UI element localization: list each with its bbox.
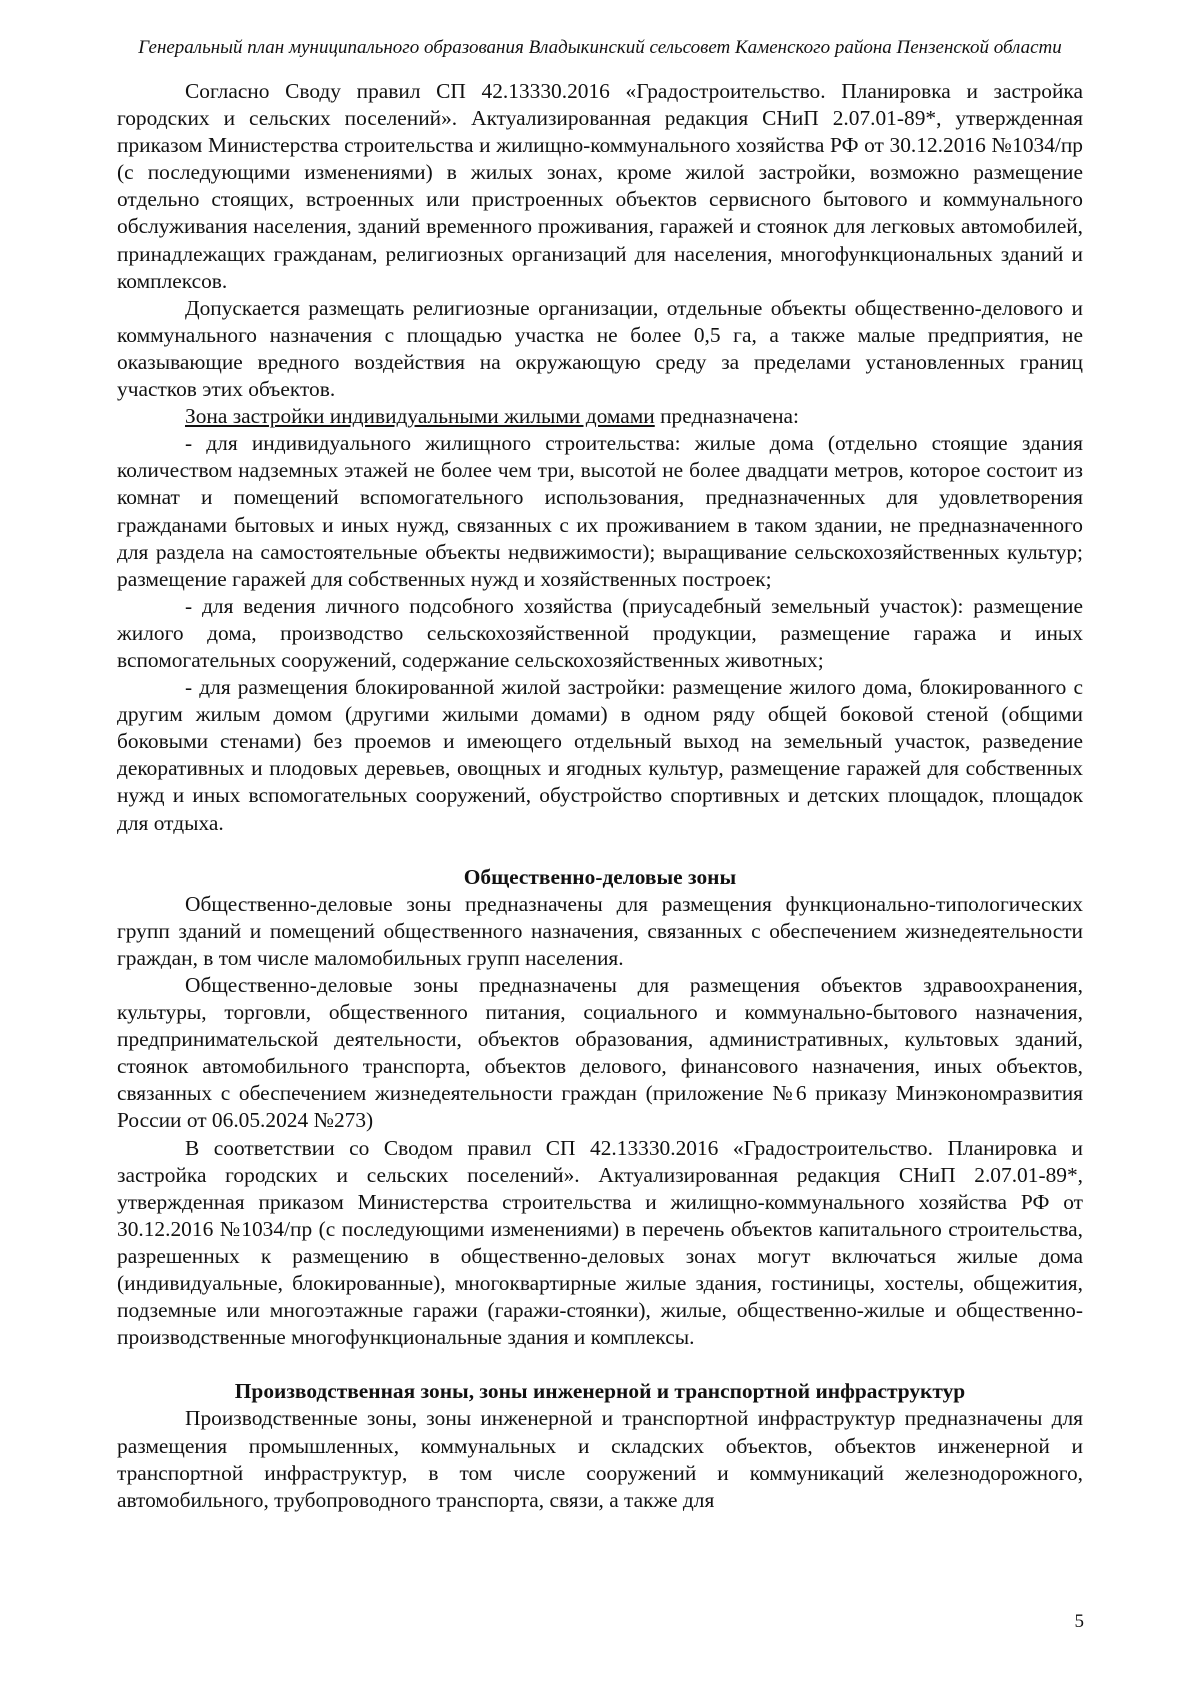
paragraph: Общественно-деловые зоны предназначены для размещения функционально-типологических групп зданий и помещений общественного назначения, связанных с обеспечением жизнедеятельности граждан, в том числе маломобильных групп населения. xyxy=(117,891,1083,970)
paragraph: Общественно-деловые зоны предназначены для размещения объектов здравоохранения, культуры, торговли, общественного питания, социального и коммунально-бытового назначения, предпринимательской деятельности, объектов образования, административных, культовых зданий, стоянок автомобильного транспорта, объектов делового, финансового назначения, иных объектов, связанных с обеспечением жизнедеятельности граждан (приложение №6 приказу Минэкономразвития России от 06.05.2024 №273) xyxy=(117,973,1083,1133)
zone-intro-paragraph xyxy=(117,403,1083,430)
zone-title-suffix: предназначена: xyxy=(654,404,799,429)
running-header: Генеральный план муниципального образования Владыкинский сельсовет Каменского района Пензенской области xyxy=(138,37,1062,58)
section-heading: Общественно-деловые зоны xyxy=(463,864,737,889)
section-heading: Производственная зоны, зоны инженерной и транспортной инфраструктур xyxy=(234,1379,966,1404)
paragraph: В соответствии со Сводом правил СП 42.13330.2016 «Градостроительство. Планировка и застройка городских и сельских поселений». Актуализированная редакция СНиП 2.07.01-89*, утвержденная приказом Министерства строительства и жилищно-коммунального хозяйства РФ от 30.12.2016 №1034/пр (с последующими изменениями) в перечень объектов капитального строительства, разрешенных к размещению в общественно-деловых зонах могут включаться жилые дома (индивидуальные, блокированные), многоквартирные жилые здания, гостиницы, хостелы, общежития, подземные или многоэтажные гаражи (гаражи-стоянки), жилые, общественно-жилые и общественно-производственные многофункциональные здания и комплексы. xyxy=(117,1135,1083,1350)
page-number: 5 xyxy=(1074,1611,1084,1632)
paragraph: Допускается размещать религиозные организации, отдельные объекты общественно-делового и коммунального назначения с площадью участка не более 0,5 га, а также малые предприятия, не оказывающие вредного воздействия на окружающую среду за пределами установленных границ участков этих объектов. xyxy=(117,295,1083,402)
list-item: - для индивидуального жилищного строительства: жилые дома (отдельно стоящие здания количеством надземных этажей не более чем три, высотой не более двадцати метров, которое состоит из комнат и помещений вспомогательного использования, предназначенных для удовлетворения гражданами бытовых и иных нужд, связанных с их проживанием в таком здании, не предназначенного для раздела на самостоятельные объекты недвижимости); выращивание сельскохозяйственных культур; размещение гаражей для собственных нужд и хозяйственных построек; xyxy=(117,431,1083,591)
zone-title-underlined: Зона застройки индивидуальными жилыми домами xyxy=(185,404,655,429)
paragraph: Производственные зоны, зоны инженерной и транспортной инфраструктур предназначены для размещения промышленных, коммунальных и складских объектов, объектов инженерной и транспортной инфраструктур, в том числе сооружений и коммуникаций железнодорожного, автомобильного, трубопроводного транспорта, связи, а также для xyxy=(117,1406,1083,1512)
list-item: - для ведения личного подсобного хозяйства (приусадебный земельный участок): размещение жилого дома, производство сельскохозяйственной продукции, размещение гаража и иных вспомогательных сооружений, содержание сельскохозяйственных животных; xyxy=(117,593,1083,672)
list-item: - для размещения блокированной жилой застройки: размещение жилого дома, блокированного с другим жилым домом (другими жилыми домами) в одном ряду общей боковой стеной (общими боковыми стенами) без проемов и имеющего отдельный выход на земельный участок, разведение декоративных и плодовых деревьев, овощных и ягодных культур, размещение гаражей для собственных нужд и иных вспомогательных сооружений, обустройство спортивных и детских площадок, площадок для отдыха. xyxy=(117,675,1083,835)
paragraph: Согласно Своду правил СП 42.13330.2016 «Градостроительство. Планировка и застройка городских и сельских поселений». Актуализированная редакция СНиП 2.07.01-89*, утвержденная приказом Министерства строительства и жилищно-коммунального хозяйства РФ от 30.12.2016 №1034/пр (с последующими изменениями) в жилых зонах, кроме жилой застройки, возможно размещение отдельно стоящих, встроенных или пристроенных объектов сервисного бытового и коммунального обслуживания населения, зданий временного проживания, гаражей и стоянок для легковых автомобилей, принадлежащих гражданам, религиозных организаций для населения, многофункциональных зданий и комплексов. xyxy=(117,79,1083,293)
document-body xyxy=(117,78,1083,1514)
